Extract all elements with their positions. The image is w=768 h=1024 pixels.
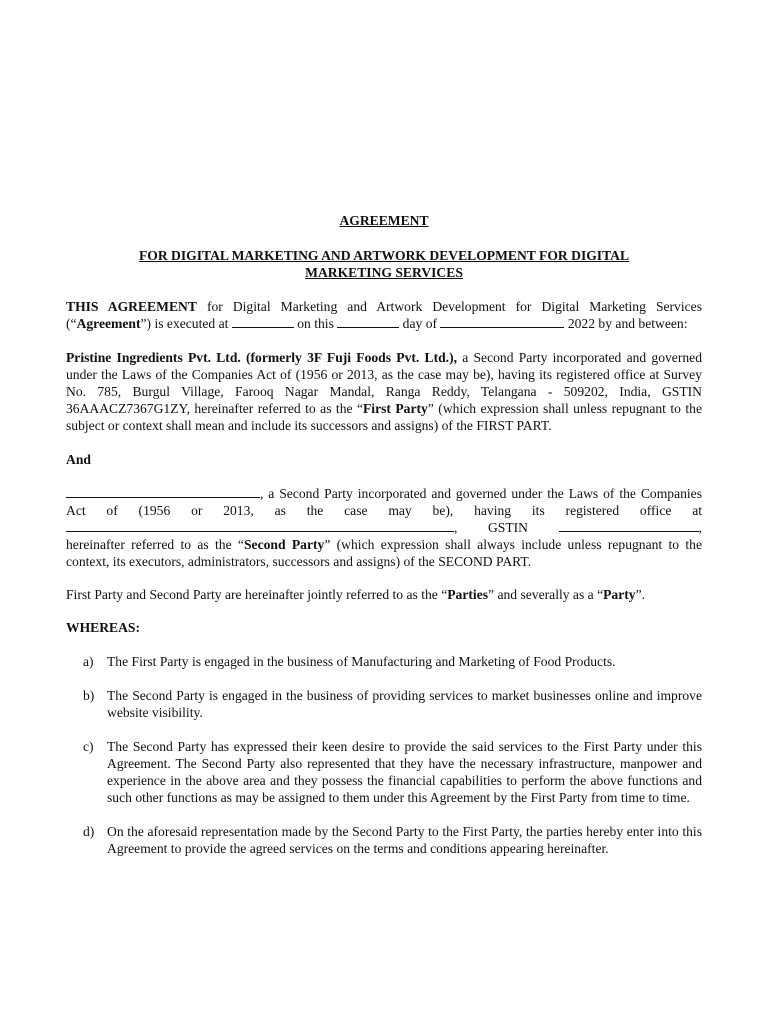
parties-term: Parties bbox=[447, 587, 489, 602]
second-party-label: Second Party bbox=[243, 537, 325, 552]
document-subtitle: FOR DIGITAL MARKETING AND ARTWORK DEVELOPMENT FOR DIGITAL MARKETING SERVICES bbox=[138, 248, 630, 280]
agreement-term: Agreement bbox=[76, 316, 141, 331]
whereas-list bbox=[66, 653, 702, 857]
parties-paragraph bbox=[66, 586, 702, 603]
second-party-text: , hereinafter referred to as the “ bbox=[66, 520, 702, 552]
first-party-label: First Party bbox=[363, 401, 428, 416]
parties-text: ” and severally as a “ bbox=[488, 587, 604, 602]
intro-text: for Digital Marketing and Artwork Development for Digital Marketing Services (“ bbox=[66, 299, 702, 331]
intro-lead: THIS AGREEMENT bbox=[66, 299, 197, 314]
document-body bbox=[66, 212, 702, 857]
parties-text: First Party and Second Party are hereinafter jointly referred to as the “ bbox=[66, 587, 448, 602]
first-party-text: a Second Party incorporated and governed under the Laws of the Companies Act of (1956 or 2013, as the case may be), having its registered office at Survey No. 785, Burgul Village, Farooq Nagar Mandal, Ranga Reddy, Telangana - 509202, India, GSTIN 36AAACZ7367G1ZY, hereinafter referred to as the “ bbox=[66, 350, 702, 416]
intro-text: day of bbox=[399, 316, 441, 331]
list-text: The Second Party is engaged in the business of providing services to market businesses online and improve website visibility. bbox=[107, 688, 702, 720]
list-text: On the aforesaid representation made by the Second Party to the First Party, the parties hereby enter into this Agreement to provide the agreed services on the terms and conditions appearing hereinafter. bbox=[107, 824, 702, 856]
intro-year: 2022 bbox=[564, 316, 596, 331]
list-item bbox=[66, 823, 702, 857]
list-marker: d) bbox=[83, 824, 95, 839]
intro-text: on this bbox=[293, 316, 338, 331]
whereas-heading: WHEREAS: bbox=[66, 620, 141, 635]
party-term: Party bbox=[603, 587, 636, 602]
list-item bbox=[66, 738, 702, 806]
intro-text: by and between: bbox=[595, 316, 688, 331]
place-blank[interactable] bbox=[232, 315, 294, 328]
list-text: The First Party is engaged in the business of Manufacturing and Marketing of Food Products. bbox=[107, 654, 616, 669]
first-party-name: Pristine Ingredients Pvt. Ltd. (formerly 3F Fuji Foods Pvt. Ltd.), bbox=[66, 350, 457, 365]
and-label: And bbox=[66, 452, 91, 467]
gstin-blank[interactable] bbox=[559, 519, 699, 532]
list-text: The Second Party has expressed their keen desire to provide the said services to the First Party under this Agreement. The Second Party also represented that they have the necessary infrastructure, manpower and experience in the above area and they possess the financial capabilities to perform the above functions and such other functions as may be assigned to them under this Agreement by the First Party from time to time. bbox=[107, 739, 702, 805]
month-blank[interactable] bbox=[440, 315, 564, 328]
list-marker: c) bbox=[83, 739, 94, 754]
intro-paragraph bbox=[66, 298, 702, 332]
list-marker: b) bbox=[83, 688, 95, 703]
list-item bbox=[66, 687, 702, 721]
date-blank[interactable] bbox=[337, 315, 399, 328]
list-item bbox=[66, 653, 702, 670]
second-party-text: , a Second Party incorporated and governed under the Laws of the Companies Act of (1956 or 2013, as the case may be), having its registered office at bbox=[66, 486, 702, 518]
intro-text: ”) is executed at bbox=[140, 316, 232, 331]
list-marker: a) bbox=[83, 654, 94, 669]
second-party-name-blank[interactable] bbox=[66, 485, 260, 498]
second-party-paragraph bbox=[66, 485, 702, 570]
second-party-text: , GSTIN bbox=[454, 520, 559, 535]
address-blank[interactable] bbox=[66, 519, 454, 532]
parties-text: ”. bbox=[635, 587, 646, 602]
first-party-paragraph bbox=[66, 349, 702, 434]
first-party-text: ” (which expression shall unless repugnant to the subject or context shall mean and include its successors and assigns) of the FIRST PART. bbox=[66, 401, 702, 433]
document-title: AGREEMENT bbox=[339, 213, 429, 228]
second-party-text: ” (which expression shall always include unless repugnant to the context, its executors, administrators, successors and assigns) of the SECOND PART. bbox=[66, 537, 703, 569]
